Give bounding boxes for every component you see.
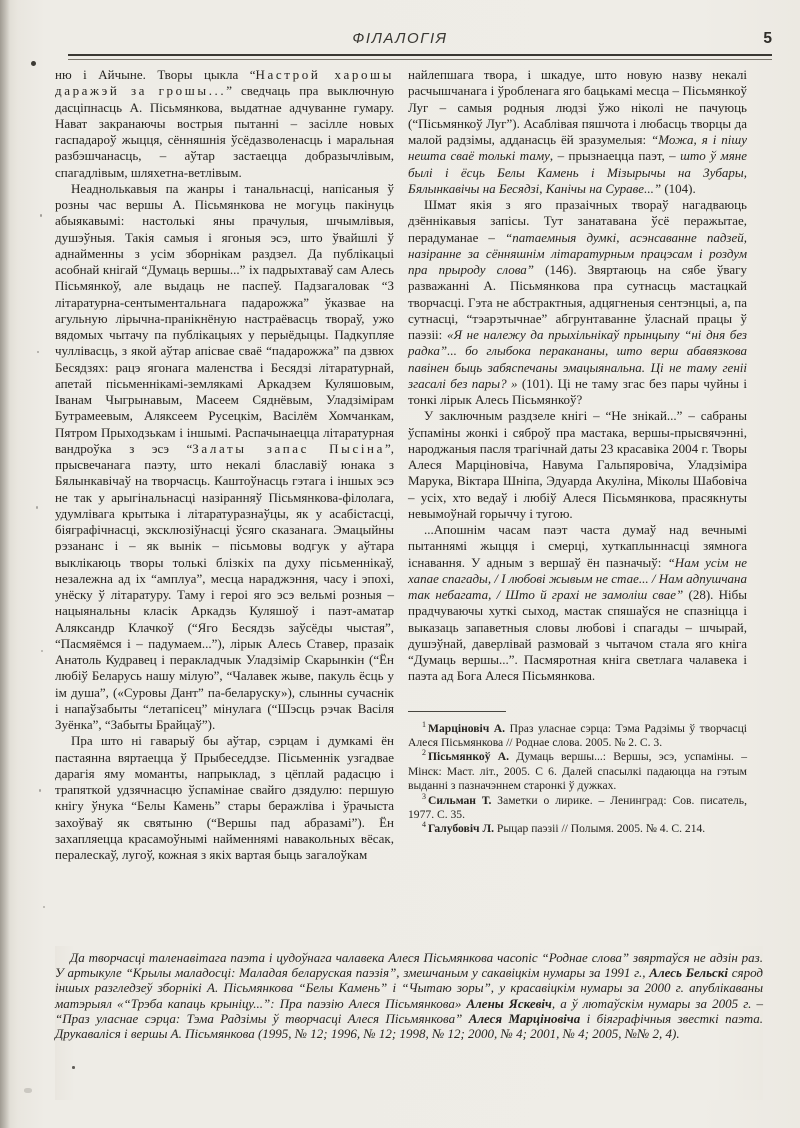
footnote bbox=[408, 822, 747, 836]
right-column-text bbox=[408, 67, 747, 685]
scan-speck bbox=[43, 906, 45, 908]
text-segment: , – прызнаецца паэт, – bbox=[549, 148, 681, 164]
text-segment: (104). bbox=[661, 180, 696, 196]
scan-edge-shadow bbox=[0, 0, 10, 1128]
text-segment: Алесь Бельскі bbox=[649, 965, 728, 981]
scan-speck bbox=[36, 506, 38, 509]
scan-speck bbox=[72, 1066, 75, 1069]
scan-speck bbox=[39, 789, 41, 792]
text-segment: ”, прысвечанага паэту, што некалі блаславіў юнака з Бялынкавічаў на творчасць. Каштоўнасць гэтага і іншых эсэ не так у арыгінальнасці назіранняў Пісьмянкова-філолага, удумлівага крытыка і літаратуразнаўцы, як у асабістасці, біяграфічнасці, эксклюзіўнасці ўсяго сказанага. Эмацыйны рэзананс і – як вынік – пісьмовы водгук у аўтара выклікаюць творы толькі блізкіх па духу пісьменнікаў, незалежна ад іх “амплуа”, месца нараджэння, часу і эпохі, унёску ў літаратуру. Таму і героі яго эсэ вельмі розныя – нацыянальны класік Аркадзь Куляшоў і паэт-аматар Аляксандр Клачкоў (“Яго Бесядзь заўсёды чыстая”, “Пасмяёмся і – падумаем...”), лірык Алесь Ставер, празаік Анатоль Кудравец і перакладчык Уладзімір Скарынкін (“Ён любіў Беларусь нашу мілую”, “Чалавек жыве, пакуль ёсць у ім душа”, («Суровы Дант” па-беларуску»), слынны сучаснік і напаўзабыты “летапісец” мінулага (“Шэсць рэчак Васіля Зуёнка”, “Забыты Брайцаў”). bbox=[55, 440, 394, 732]
scan-speck bbox=[41, 650, 43, 652]
text-segment: што ў мяне былі і ёсць Белы Камень і Мізырычы на Зубары, Бялынкавічы на Бесядзі, Канічы на Сураве...” bbox=[408, 148, 747, 196]
scan-speck bbox=[37, 351, 39, 353]
page-header bbox=[0, 30, 800, 52]
text-segment: “Нам усім не хапае спагады, / І любові жывым не стае... / Нам адпушчана так небагата, / Што й грахі не замоліш свае” bbox=[408, 554, 747, 602]
text-segment: (146). Звяртаюць на сябе ўвагу разважанні А. Пісьмянкова пра сутнасць мастацкай творчасці. Гэта не абстрактныя, адцягненыя сентэнцыі, а, па сутнасці, “тэарэтычнае” абгрунтаванне ўласнай працы ў паэзіі: bbox=[408, 262, 747, 342]
right-column bbox=[408, 67, 747, 863]
text-segment: Думаць вершы...: Вершы, эсэ, успаміны. – Мінск: Маст. літ., 2005. С 6. Далей спасылкі падаюцца на гэтым выданні з пазначэннем старонкі ў дужках. bbox=[408, 750, 748, 793]
text-segment: сярод іншых разгледзеў зборнікі А. Пісьмянкова “Белы Камень” і “Чытаю зоры”, у красавіцкім нумары за 2000 г. апублікаваны матэрыял «“Трэба капаць крыніцу...”: Пра паэзію Алеся Пісьмянкова» bbox=[55, 965, 763, 1011]
text-segment: Праз уласнае сэрца: Тэма Радзімы ў творчасці Алеся Пісьмянкова // Роднае слова. 2005. № 2. С. 3. bbox=[408, 721, 747, 749]
text-segment: ...Апошнім часам паэт часта думаў над вечнымі пытаннямі жыцця і смерці, хуткаплыннасці зямнога існавання. У адным з вершаў ён пазначыў: bbox=[408, 522, 747, 570]
text-segment: Пра што ні гаварыў бы аўтар, сэрцам і думкамі ён пастаянна вяртаецца ў Прыбеседдзе. Пісьменнік узгадвае дарагія яму моманты, напрыклад, з цёплай радасцю і трапяткой удзячнасцю ўспамінае свайго дзядулю: першую кнігу ўнука “Белы Камень” стары беражліва і ўрачыста захоўваў як святыню (“Вершы пад абразамі”). Ён захапляецца красамоўнымі найменнямі навакольных вёсак, пералескаў, лугоў, кожная з якіх вартая быць загалоўкам bbox=[55, 733, 394, 862]
body-paragraph bbox=[55, 67, 394, 181]
text-segment: У заключным раздзеле кнігі – “Не знікай...” – сабраны ўспаміны жонкі і сяброў пра мастака, вершы-прысвячэнні, народжаныя пасля трагічнай даты 23 красавіка 2004 г. Творы Алеся Марціновіча, Навума Гальпяровіча, Уладзіміра Марука, Віктара Шніпа, Эдуарда Акуліна, Міколы Шабовіча – усіх, хто ведаў і любіў Алеся Пісьмянкова, прасякнуты невымоўнай горыччу і тугою. bbox=[408, 408, 747, 521]
article-body bbox=[55, 67, 747, 863]
text-segment: Да творчасці таленавітага паэта і цудоўнага чалавека Алеся Пісьмянкова часопіс “Роднае слова” звяртаўся не адзін раз. У артыкуле “Крылы маладосці: Маладая беларуская паэзія”, змешчаным у сакавіцкім нумары за 1991 г., bbox=[55, 950, 763, 981]
scan-speck bbox=[24, 1088, 32, 1093]
footnote-marker: 4 bbox=[422, 820, 426, 830]
text-segment: Неаднолькавыя па жанры і танальнасці, напісаныя ў розны час вершы А. Пісьмянкова не могуць пакінуць абыякавымі: настолькі яны прачулыя, шчымлівыя, душэўныя. Такія самыя і ягоныя эсэ, што ўвайшлі ў аднайменны з усім зборнікам раздзел. Да публікацыі асобнай кнігай “Думаць вершы...” іх падрыхтаваў сам Алесь Пісьмянкоў, але выдаць не паспеў. Падзагаловак “З літаратурна-сентыментальнага падарожжа” ўказвае на агульную лірычна-пранікнёную настраёвасць твораў, ужо вядомых чытачу па публікацыях у перыёдыцы. Падкупляе чуллівасць, з якой аўтар апісвае сваё “падарожжа” па дзвюх Бесядзях: рацэ ягонага маленства і Бесядзі літаратурнай, апетай пісьменнікамі-землякамі Аркадзем Куляшовым, Іванам Чыгрынавым, Масеем Сяднёвым, Уладзімірам Бутрамеевым, Аляксеем Русецкім, Васілём Хомчанкам, Пятром Прыходзькам і іншымі. Распачынаецца літаратурная вандроўка з эсэ “ bbox=[55, 180, 394, 456]
footnote-marker: 3 bbox=[422, 791, 426, 801]
text-segment: , а ў лютаўскім нумары за 2005 г. – “Праз уласнае сэрца: Тэма Радзімы ў творчасці Алеся Пісьмянкова” bbox=[55, 995, 764, 1026]
text-segment: Шмат якія з яго празаічных твораў нагадваюць дзённікавыя запісы. Тут занатавана ўсё перажытае, перадуманае – bbox=[408, 197, 747, 245]
text-segment: Залаты запас Пысіна bbox=[192, 440, 385, 456]
left-column bbox=[55, 67, 394, 863]
editorial-note bbox=[55, 946, 763, 1100]
text-segment: ню і Айчыне. Творы цыкла “ bbox=[55, 67, 256, 82]
header-rule-thin bbox=[68, 59, 772, 60]
text-segment: (101). Ці не таму згас без пары чуйны і тонкі лірык Алесь Пісьмянкоў? bbox=[408, 375, 747, 407]
text-segment: “патаемныя думкі, асэнсаванне падзей, назіранне за сённяшнім літаратурным працэсам і роздум пра прыроду слова” bbox=[408, 229, 747, 277]
text-segment: Заметки о лирике. – Ленинград: Сов. писатель, 1977. С. 35. bbox=[408, 793, 747, 821]
text-segment: «Я не належу да прыхільнікаў прынцыпу “ні дня без радка”... бо глыбока перакананы, што верш абавязкова павінен быць забяспечаны эмацыянальна. Ці не таму геніі згасалі без пары? » bbox=[408, 327, 748, 391]
scan-speck bbox=[40, 214, 42, 217]
text-segment: Марціновіч А. bbox=[428, 721, 506, 735]
footnote bbox=[408, 719, 747, 751]
text-segment: Алеся Марціновіча bbox=[468, 1010, 581, 1026]
text-segment: Рыцар паэзіі // Полымя. 2005. № 4. С. 214. bbox=[494, 822, 706, 836]
footnotes bbox=[408, 719, 748, 837]
body-paragraph bbox=[408, 67, 747, 197]
footnote bbox=[408, 750, 747, 793]
text-segment: Пісьмянкоў А. bbox=[428, 750, 510, 764]
text-segment: ” сведчаць пра выключную дасціпнасць А. Пісьмянкова, выдатнае адчуванне гумару. Нават закранаючы вострыя пытанні – засілле новых гаспадароў жыцця, сённяшнія ўсёдазволенасць і маральная разбэшчанасць, – аўтар застаецца добразычлівым, спагадлівым, шляхетна-ветлівым. bbox=[55, 83, 394, 180]
body-paragraph bbox=[408, 197, 747, 408]
text-segment: найлепшага твора, і шкадуе, што новую назву некалі расчышчанага і ўробленага яго бацькамі месца – Пісьмянкоў Луг – самыя родныя людзі ўжо ніколі не пачуюць (“Пісьмянкоў Луг”). Асаблівая пяшчота і любасць творцы да малой радзімы, адданасць ёй зразумелыя: bbox=[408, 67, 747, 147]
scan-speck bbox=[31, 61, 36, 66]
body-paragraph bbox=[408, 522, 747, 685]
text-segment: “Можа, я і пішу нешта сваё толькі таму bbox=[408, 132, 747, 164]
page-number: 5 bbox=[763, 30, 772, 47]
body-paragraph bbox=[55, 181, 394, 734]
text-segment: Галубовіч Л. bbox=[428, 822, 495, 836]
footnote-separator bbox=[408, 711, 506, 712]
text-segment: Алены Яскевіч bbox=[466, 995, 552, 1011]
text-segment: (28). Нібы прадчуваючы хуткі сыход, мастак спяшаўся не спазніцца і выказаць запаветныя словы любові і спагады – шчырай, душэўнай, даверлівай размовай з чытачом стала яго кніга “Думаць вершы...”. Пасмяротная кніга светлага чалавека і паэта ад Бога Алеся Пісьмянкова. bbox=[408, 587, 747, 684]
body-paragraph bbox=[55, 733, 394, 863]
footnote-marker: 2 bbox=[422, 748, 426, 758]
section-title: ФІЛАЛОГІЯ bbox=[352, 30, 448, 47]
text-segment: і біяграфічныя звесткі паэта. Друкаваліся і вершы А. Пісьмянкова (1995, № 12; 1996, № 12; 1998, № 12; 2000, № 4; 2001, № 4; 2005, №№ 2, 4). bbox=[55, 1010, 763, 1042]
editorial-note-paragraph bbox=[55, 950, 763, 1041]
footnote bbox=[408, 791, 747, 823]
text-segment: Сильман Т. bbox=[428, 793, 492, 807]
text-segment: Настрой харошы даражэй за грошы... bbox=[55, 67, 394, 99]
header-rule-thick bbox=[68, 54, 772, 56]
body-paragraph bbox=[408, 408, 747, 522]
footnote-marker: 1 bbox=[422, 719, 426, 729]
